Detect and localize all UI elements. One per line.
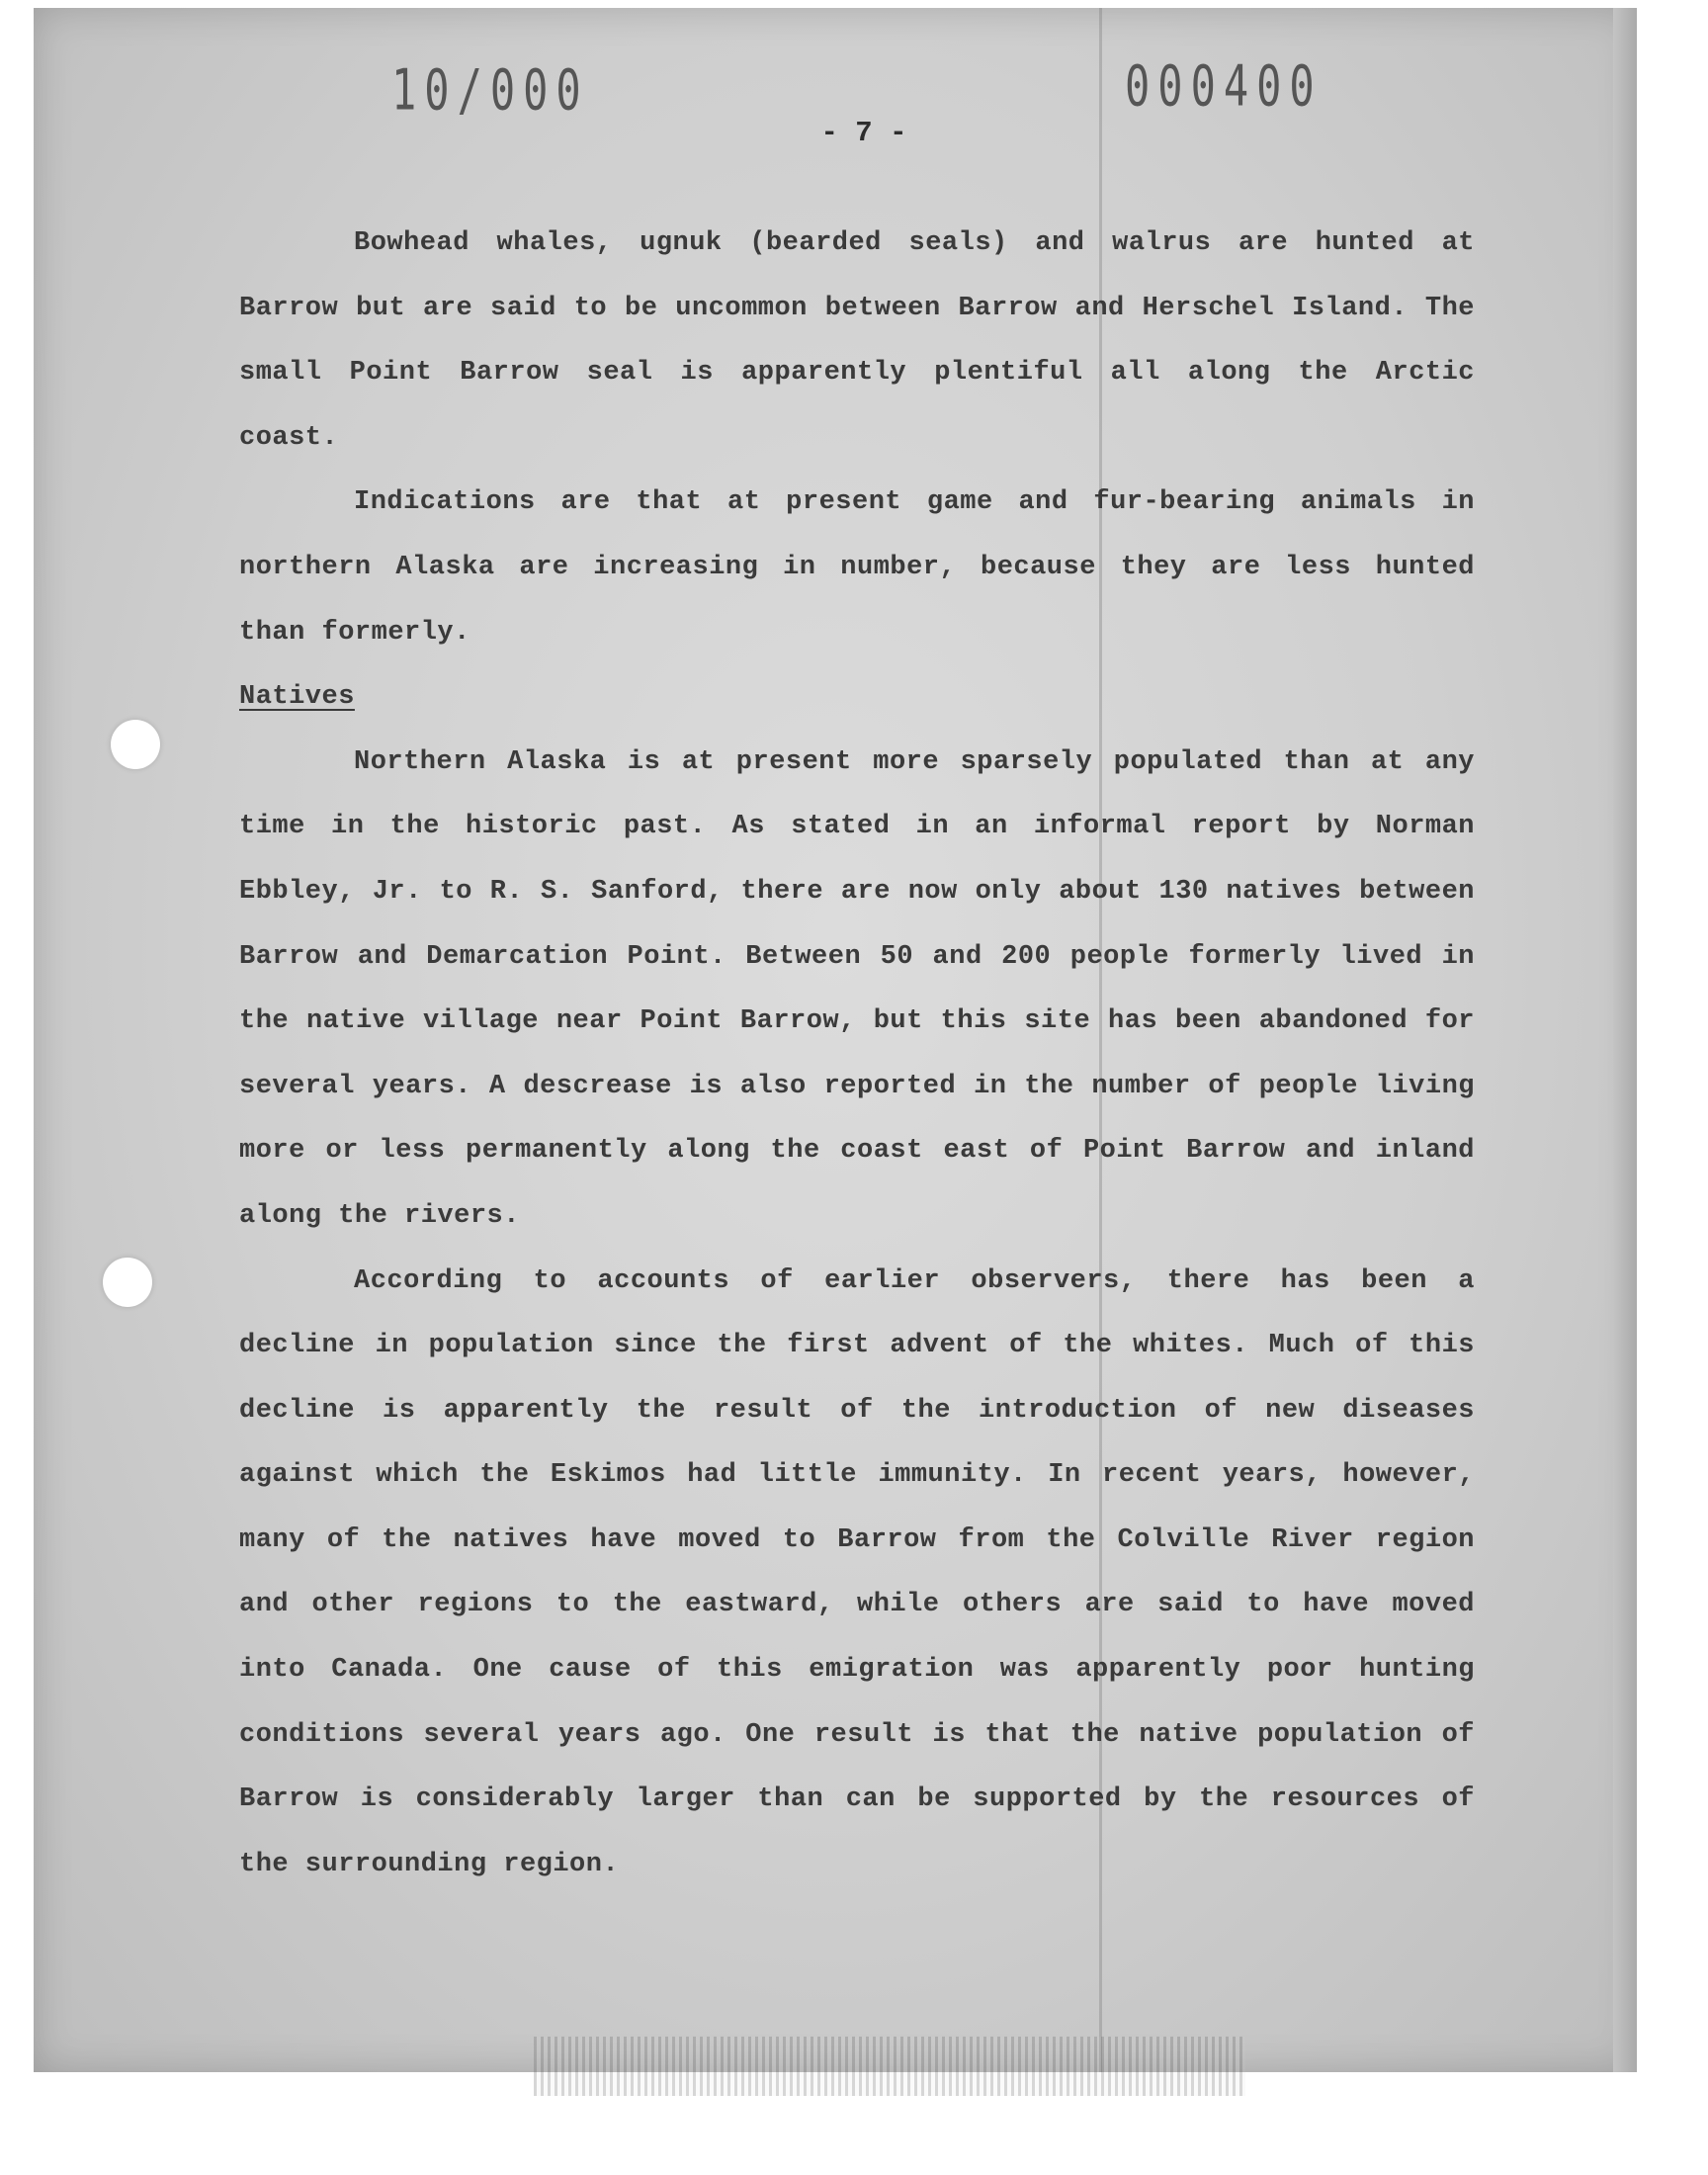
section-heading-natives: Natives bbox=[239, 682, 355, 713]
stamp-number-left: 10/000 bbox=[391, 57, 589, 124]
sheet-edge-shadow bbox=[1613, 8, 1637, 2072]
paragraph-game-animals: Indications are that at present game and fur-bearing animals in northern Alaska are increasing in number, because they are less hunted than formerly. bbox=[239, 487, 1475, 648]
scan-streaks bbox=[534, 2037, 1245, 2096]
paragraph-decline: According to accounts of earlier observers, there has been a decline in population since the first advent of the whites. Much of this decline is apparently the result of the introduction of new diseases against which the Eskimos had little immunity. In recent years, however, many of the natives have moved to Barrow from the Colville River region and other regions to the eastward, while others are said to have moved into Canada. One cause of this emigration was apparently poor hunting conditions several years ago. One result is that the native population of Barrow is considerably larger than can be supported by the resources of the surrounding region. bbox=[239, 1265, 1475, 1879]
paragraph-whales: Bowhead whales, ugnuk (bearded seals) and walrus are hunted at Barrow but are said to be uncommon between Barrow and Herschel Island. The small Point Barrow seal is apparently plentiful all along the Arctic coast. bbox=[239, 228, 1475, 453]
paragraph-population: Northern Alaska is at present more sparsely populated than at any time in the historic past. As stated in an informal report by Norman Ebbley, Jr. to R. S. Sanford, there are now only about 130 natives between Barrow and Demarcation Point. Between 50 and 200 people formerly lived in the native village near Point Barrow, but this site has been abandoned for several years. A descrease is also reported in the number of people living more or less permanently along the coast east of Point Barrow and inland along the rivers. bbox=[239, 746, 1475, 1231]
stamp-number-right: 000400 bbox=[1125, 53, 1323, 120]
typed-body bbox=[239, 212, 1475, 1897]
punch-hole-bottom bbox=[103, 1258, 152, 1307]
page-number: - 7 - bbox=[820, 117, 907, 149]
punch-hole-top bbox=[111, 720, 160, 769]
